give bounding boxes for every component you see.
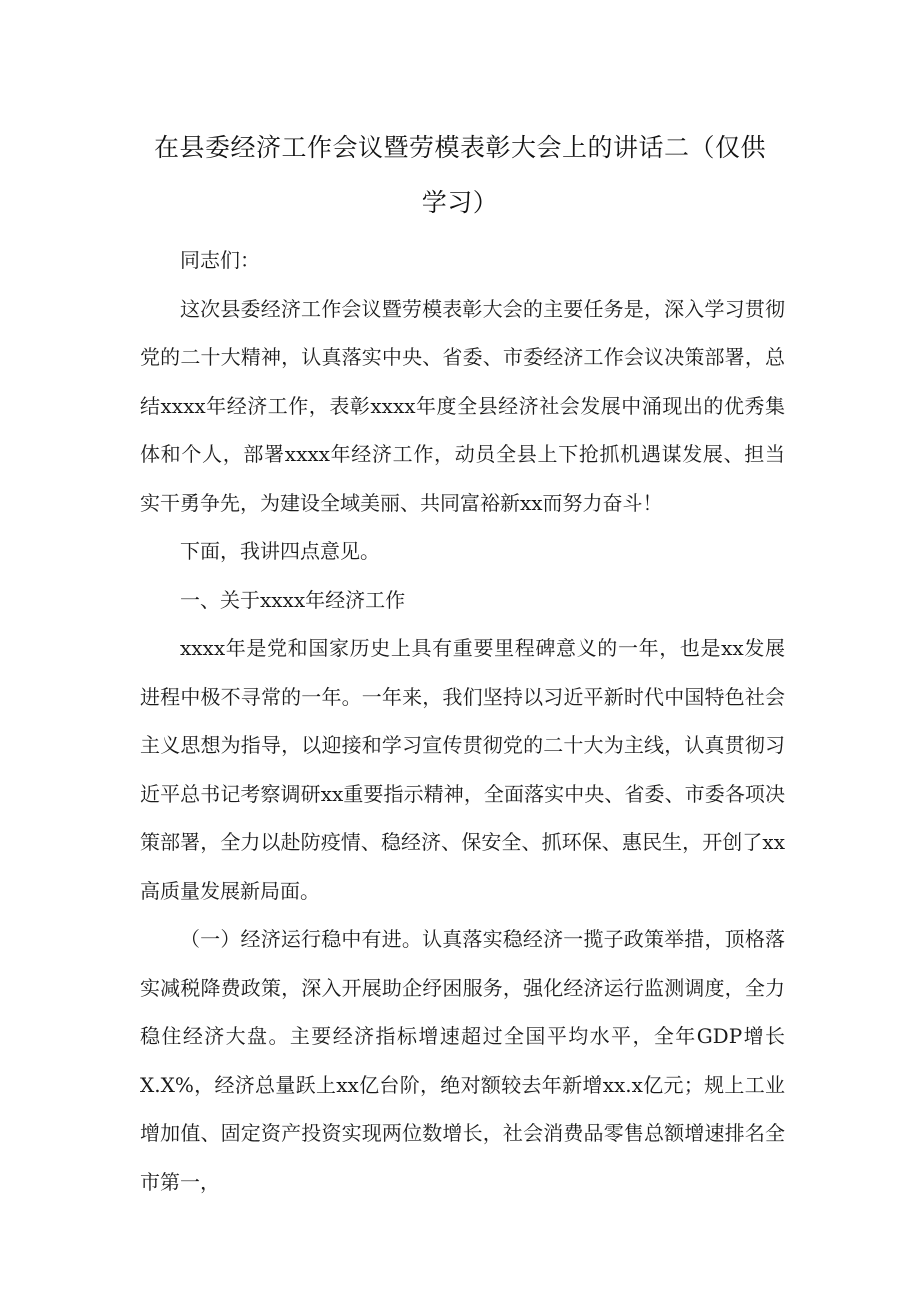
- paragraph-review: xxxx年是党和国家历史上具有重要里程碑意义的一年，也是xx发展进程中极不寻常的一年。一年来，我们坚持以习近平新时代中国特色社会主义思想为指导，以迎接和学习宣传贯彻党的二十大为主线，认真贯彻习近平总书记考察调研xx重要指示精神，全面落实中央、省委、市委各项决策部署，全力以赴防疫情、稳经济、保安全、抓环保、惠民生，开创了xx高质量发展新局面。: [140, 636, 785, 903]
- document-title-line-1: 在县委经济工作会议暨劳模表彰大会上的讲话二（仅供: [153, 133, 766, 162]
- paragraph-intro: 这次县委经济工作会议暨劳模表彰大会的主要任务是，深入学习贯彻党的二十大精神，认真落实中央、省委、市委经济工作会议决策部署，总结xxxx年经济工作，表彰xxxx年度全县经济社会发展中涌现出的优秀集体和个人，部署xxxx年经济工作，动员全县上下抢抓机遇谋发展、担当实干勇争先，为建设全域美丽、共同富裕新xx而努力奋斗！: [140, 296, 785, 515]
- salutation: 同志们：: [180, 248, 260, 272]
- document-body: [140, 236, 785, 1206]
- paragraph-transition: 下面，我讲四点意见。: [180, 539, 380, 563]
- document-title-line-2: 学习）: [421, 188, 499, 217]
- subsection-1: （一）经济运行稳中有进。认真落实稳经济一揽子政策举措，顶格落实减税降费政策，深入开展助企纾困服务，强化经济运行监测调度，全力稳住经济大盘。主要经济指标增速超过全国平均水平，全年GDP增长X.X%，经济总量跃上xx亿台阶，绝对额较去年新增xx.x亿元；规上工业增加值、固定资产投资实现两位数增长，社会消费品零售总额增速排名全市第一，: [140, 927, 785, 1194]
- section-heading-1: 一、关于xxxx年经济工作: [180, 587, 406, 612]
